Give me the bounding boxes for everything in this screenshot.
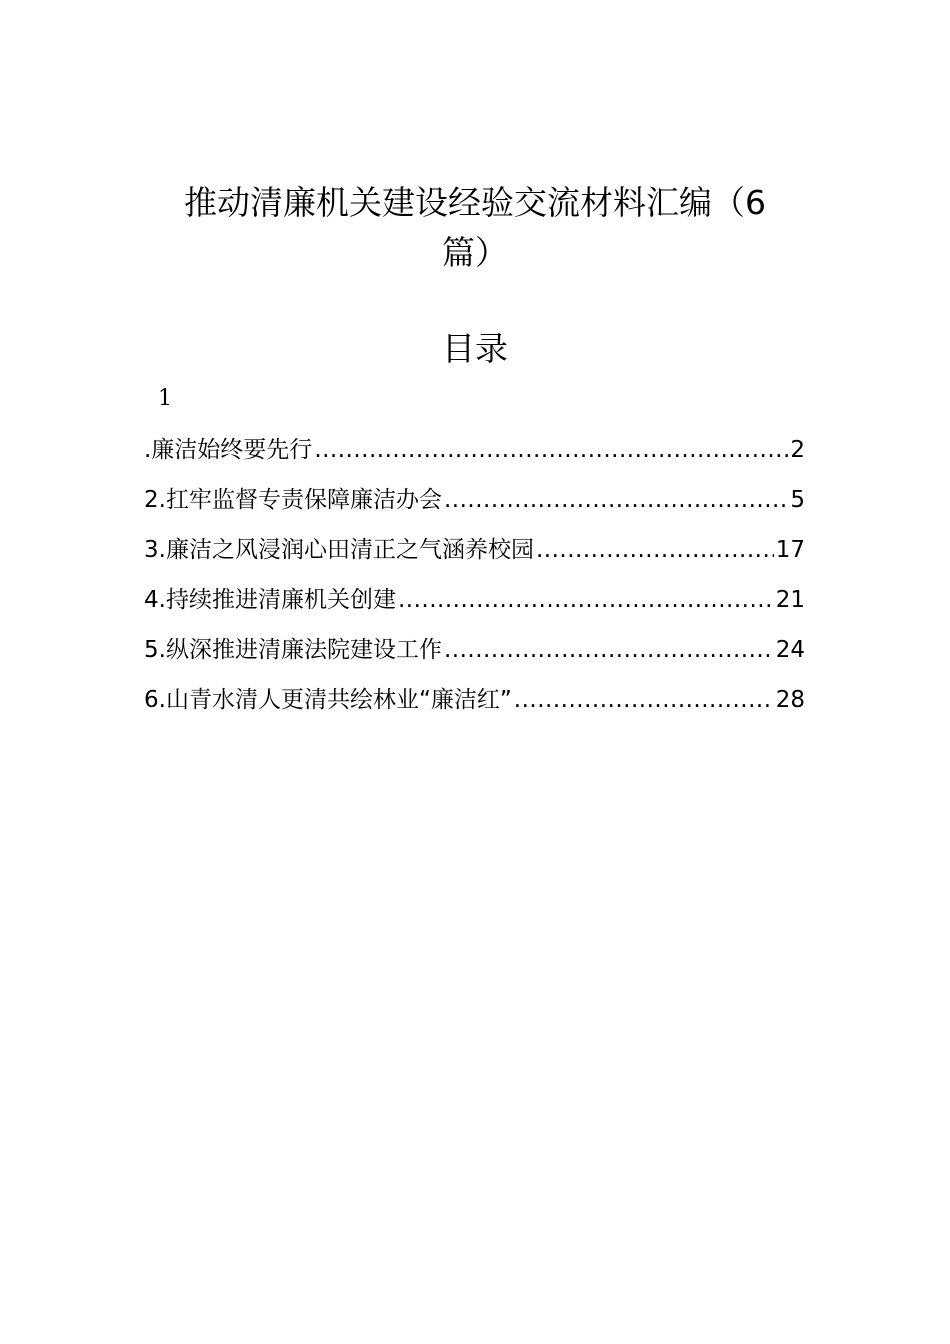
toc-entry-title: 4.持续推进清廉机关创建: [144, 587, 396, 613]
toc-dot-leader: [444, 480, 788, 520]
toc-dot-leader: [514, 680, 774, 720]
document-title-line-2: 篇）: [442, 233, 508, 272]
toc-entry-5[interactable]: [144, 630, 805, 680]
toc-entry-1[interactable]: [144, 430, 805, 480]
toc-entry-page: 21: [775, 587, 805, 613]
toc-entry-title: 5.纵深推进清廉法院建设工作: [144, 637, 442, 663]
document-title: [140, 178, 810, 278]
toc-entry-3[interactable]: [144, 530, 805, 580]
toc-dot-leader: [398, 580, 774, 620]
toc-entry-page: 17: [775, 537, 805, 563]
toc-entry-title: .廉洁始终要先行: [144, 437, 313, 463]
toc-entry-page: 28: [775, 687, 805, 713]
toc-dot-leader: [314, 430, 788, 470]
toc-entry-page: 2: [790, 437, 805, 463]
toc-heading: 目录: [442, 329, 508, 368]
document-title-line-1: 推动清廉机关建设经验交流材料汇编（6: [184, 183, 766, 222]
toc-entry-6[interactable]: [144, 680, 805, 730]
toc-dot-leader: [536, 530, 774, 570]
toc-entry-page: 24: [775, 637, 805, 663]
toc-entry-page: 5: [790, 487, 805, 513]
toc-entry-title: 2.扛牢监督专责保障廉洁办会: [144, 487, 442, 513]
toc-entry-title: 3.廉洁之风浸润心田清正之气涵养校园: [144, 537, 534, 563]
toc-entry-title: 6.山青水清人更清共绘林业“廉洁红”: [144, 687, 512, 713]
toc-dot-leader: [444, 630, 774, 670]
list-number-marker: 1: [158, 386, 172, 411]
toc-entry-2[interactable]: [144, 480, 805, 530]
table-of-contents: [144, 430, 805, 730]
toc-entry-4[interactable]: [144, 580, 805, 630]
